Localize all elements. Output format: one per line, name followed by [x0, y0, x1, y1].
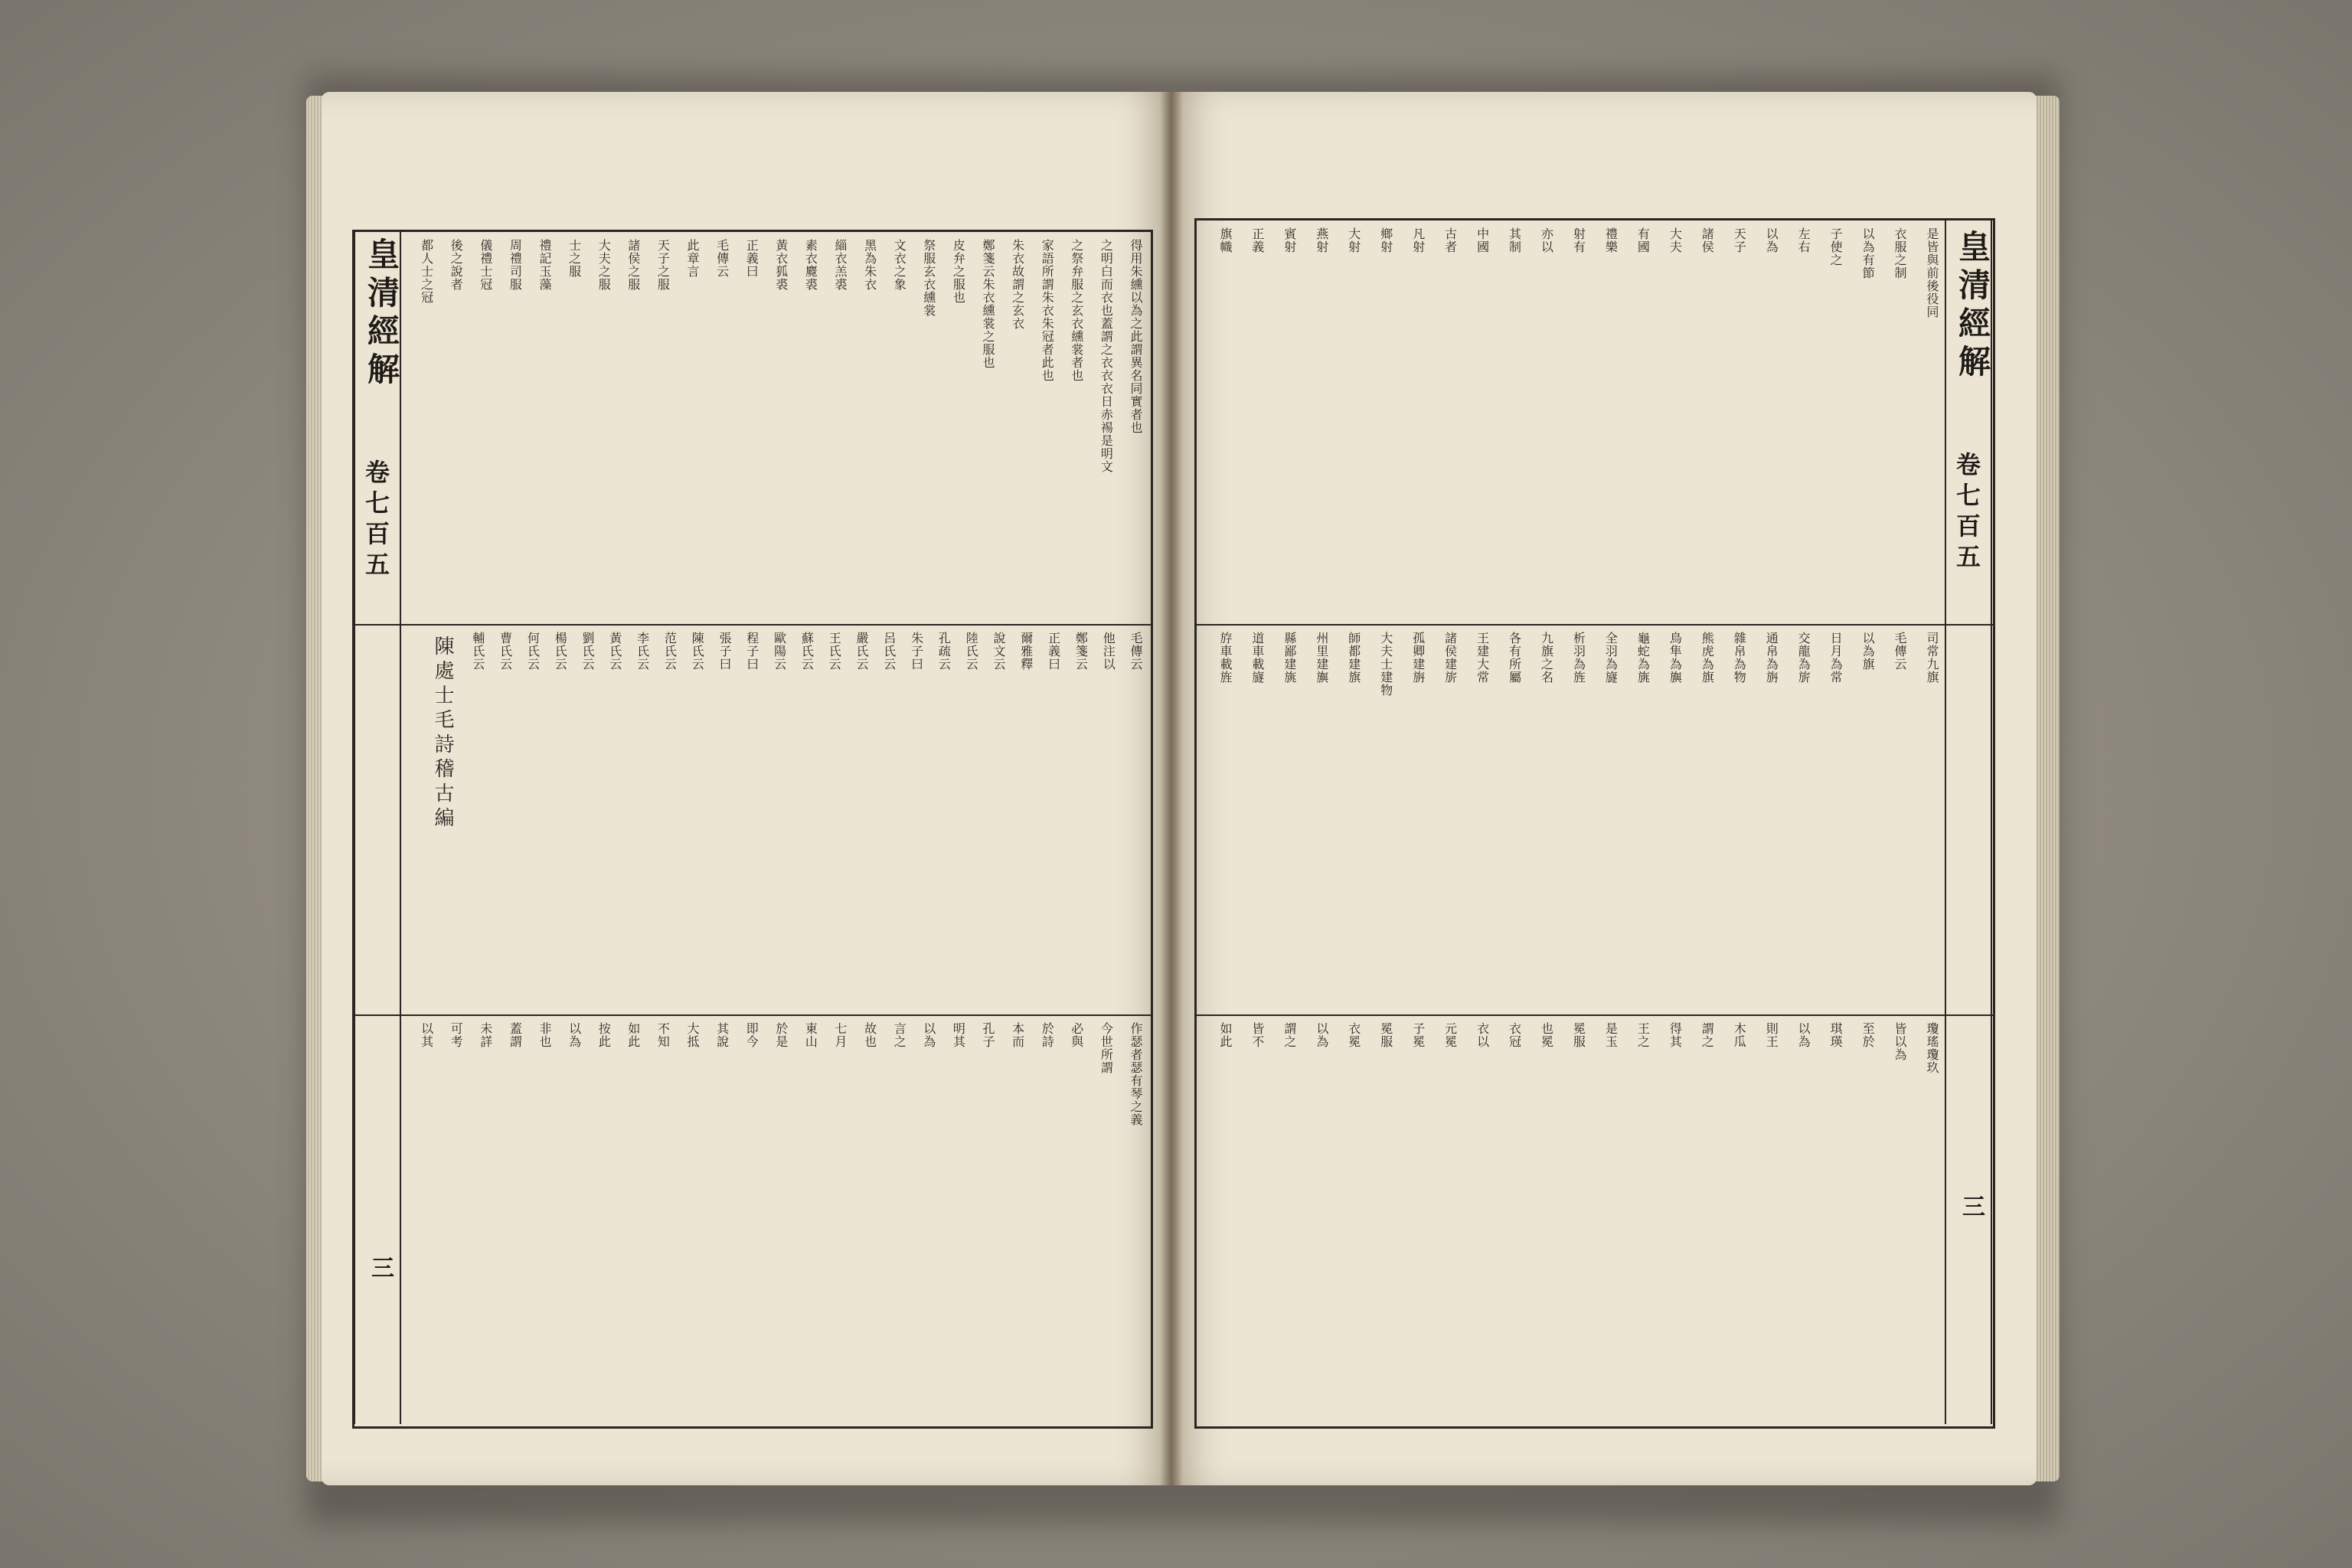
text-column: 衣冠: [1507, 1022, 1522, 1048]
text-column: 亦以: [1539, 227, 1554, 253]
text-column: 九旗之名: [1539, 632, 1554, 684]
text-column: 古者: [1442, 227, 1458, 253]
text-column: 孔子: [980, 1022, 995, 1048]
text-column: 呂氏云: [881, 632, 897, 671]
text-column: 故也: [862, 1022, 877, 1048]
text-column: 說文云: [991, 632, 1006, 671]
text-column: 非也: [537, 1022, 552, 1048]
text-column: 毛傳云: [1893, 632, 1908, 671]
text-column: 黃氏云: [607, 632, 622, 671]
text-column: 子冕: [1410, 1022, 1426, 1048]
text-column: 析羽為旌: [1571, 632, 1586, 684]
text-column: 交龍為旂: [1796, 632, 1811, 684]
text-column: 以為: [921, 1022, 936, 1048]
text-column: 王之: [1635, 1022, 1651, 1048]
text-column: 文衣之象: [892, 239, 907, 291]
text-column: 大射: [1346, 227, 1361, 253]
left-book-title: 皇清經解: [363, 237, 400, 390]
text-column: 中國: [1475, 227, 1490, 253]
text-column: 范氏云: [662, 632, 678, 671]
text-column: 師都建旗: [1346, 632, 1361, 684]
text-column: 射有: [1571, 227, 1586, 253]
text-column: 毛傳云: [1128, 632, 1143, 671]
text-column: 以為: [567, 1022, 582, 1048]
text-column: 皆以為: [1893, 1022, 1908, 1061]
text-column: 鄭箋云: [1073, 632, 1089, 671]
text-column: 後之說者: [449, 239, 464, 291]
text-column: 熊虎為旗: [1700, 632, 1715, 684]
text-column: 可考: [449, 1022, 464, 1048]
text-column: 孔疏云: [936, 632, 952, 671]
text-column: 程子曰: [744, 632, 760, 671]
text-column: 即今: [744, 1022, 760, 1048]
right-rule-lower: [1194, 1014, 1993, 1016]
text-column: 琪瑛: [1828, 1022, 1844, 1048]
text-column: 如此: [626, 1022, 641, 1048]
text-column: 於是: [773, 1022, 789, 1048]
text-column: 禮記玉藻: [537, 239, 552, 291]
text-column: 諸侯之服: [626, 239, 641, 291]
text-column: 陸氏云: [964, 632, 979, 671]
text-column: 鳥隼為旟: [1668, 632, 1683, 684]
text-column: 歐陽云: [772, 632, 787, 671]
text-column: 是玉: [1603, 1022, 1619, 1048]
text-column: 鄭箋云朱衣纁裳之服也: [980, 239, 995, 369]
right-volume-label: 卷七百五: [1952, 452, 1981, 574]
left-rule-lower: [352, 1014, 1151, 1016]
text-column: 州里建旟: [1314, 632, 1329, 684]
text-column: 素衣麑裘: [803, 239, 818, 291]
text-column: 得用朱纁以為之此謂異名同實者也: [1128, 239, 1143, 434]
text-column: 龜蛇為旐: [1635, 632, 1651, 684]
text-column: 冕服: [1571, 1022, 1586, 1048]
text-column: 朱子曰: [909, 632, 924, 671]
text-column: 黑為朱衣: [862, 239, 877, 291]
right-book-title: 皇清經解: [1954, 230, 1991, 383]
text-column: 儀禮士冠: [478, 239, 493, 291]
text-column: 不知: [655, 1022, 671, 1048]
text-column: 他注以: [1101, 632, 1116, 671]
text-column: 衣冕: [1346, 1022, 1361, 1048]
text-column: 鄉射: [1378, 227, 1393, 253]
text-column: 祭服玄衣纁裳: [921, 239, 936, 317]
text-column: 日月為常: [1828, 632, 1844, 684]
text-column: 大夫士建物: [1378, 632, 1393, 697]
text-column: 必與: [1069, 1022, 1084, 1048]
text-column: 朱衣故謂之玄衣: [1010, 239, 1025, 330]
text-column: 言之: [892, 1022, 907, 1048]
text-column: 何氏云: [525, 632, 541, 671]
left-rule-upper: [352, 624, 1151, 626]
text-column: 正義曰: [1046, 632, 1061, 671]
text-column: 謂之: [1282, 1022, 1297, 1048]
text-column: 得其: [1668, 1022, 1683, 1048]
author-line: 陳處士毛詩稽古編: [431, 635, 454, 831]
text-column: 有國: [1635, 227, 1651, 253]
text-column: 之祭弁服之玄衣纁裳者也: [1069, 239, 1084, 382]
text-column: 輔氏云: [470, 632, 485, 671]
text-column: 曹氏云: [498, 632, 513, 671]
text-column: 謂之: [1700, 1022, 1715, 1048]
book-gutter: [1160, 92, 1183, 1485]
text-column: 家語所謂朱衣朱冠者此也: [1040, 239, 1055, 382]
text-column: 皮弁之服也: [951, 239, 966, 304]
text-column: 諸侯: [1700, 227, 1715, 253]
text-column: 諸侯建旂: [1442, 632, 1458, 684]
text-column: 按此: [596, 1022, 612, 1048]
text-column: 正義: [1250, 227, 1265, 253]
left-spine-box: [354, 230, 401, 1424]
left-volume-label: 卷七百五: [361, 459, 390, 582]
text-column: 今世所謂: [1099, 1022, 1114, 1074]
text-column: 東山: [803, 1022, 818, 1048]
text-column: 以為: [1796, 1022, 1811, 1048]
text-column: 以為: [1314, 1022, 1329, 1048]
text-column: 旗幟: [1217, 227, 1233, 253]
text-column: 以為有節: [1860, 227, 1876, 279]
text-column: 黃衣狐裘: [773, 239, 789, 291]
text-column: 天子: [1732, 227, 1747, 253]
text-column: 此章言: [684, 239, 700, 278]
text-column: 大夫之服: [596, 239, 612, 291]
text-column: 都人士之冠: [419, 239, 434, 304]
right-page-number: 三: [1958, 1194, 1984, 1217]
text-column: 士之服: [567, 239, 582, 278]
text-column: 如此: [1217, 1022, 1233, 1048]
text-column: 作瑟者瑟有琴之義: [1128, 1022, 1143, 1126]
text-column: 天子之服: [655, 239, 671, 291]
text-column: 也冕: [1539, 1022, 1554, 1048]
text-column: 陳氏云: [690, 632, 705, 671]
text-column: 子使之: [1828, 227, 1844, 266]
text-column: 爾雅釋: [1018, 632, 1034, 671]
text-column: 其制: [1507, 227, 1522, 253]
text-column: 元冕: [1442, 1022, 1458, 1048]
text-column: 其說: [714, 1022, 730, 1048]
text-column: 木瓜: [1732, 1022, 1747, 1048]
text-column: 於詩: [1040, 1022, 1055, 1048]
text-column: 禮樂: [1603, 227, 1619, 253]
text-column: 皆不: [1250, 1022, 1265, 1048]
text-column: 冕服: [1378, 1022, 1393, 1048]
text-column: 雜帛為物: [1732, 632, 1747, 684]
text-column: 全羽為旞: [1603, 632, 1619, 684]
text-column: 本而: [1010, 1022, 1025, 1048]
text-column: 司常九旗: [1924, 632, 1939, 684]
text-column: 斿車載旌: [1217, 632, 1233, 684]
text-column: 瓊瑤瓊玖: [1924, 1022, 1939, 1074]
text-column: 以為旗: [1860, 632, 1876, 671]
text-column: 王氏云: [827, 632, 842, 671]
left-page-number: 三: [367, 1256, 394, 1279]
text-column: 左右: [1796, 227, 1811, 253]
text-column: 王建大常: [1475, 632, 1490, 684]
text-column: 蘇氏云: [799, 632, 815, 671]
text-column: 衣服之制: [1893, 227, 1908, 279]
text-column: 未詳: [478, 1022, 493, 1048]
text-column: 則王: [1764, 1022, 1779, 1048]
text-column: 通帛為旃: [1764, 632, 1779, 684]
text-column: 道車載旞: [1250, 632, 1265, 684]
text-column: 劉氏云: [580, 632, 595, 671]
text-column: 孤卿建旃: [1410, 632, 1426, 684]
text-column: 衣以: [1475, 1022, 1490, 1048]
text-column: 至於: [1860, 1022, 1876, 1048]
text-column: 正義曰: [744, 239, 760, 278]
text-column: 嚴氏云: [854, 632, 869, 671]
text-column: 七月: [832, 1022, 848, 1048]
text-column: 周禮司服: [508, 239, 523, 291]
text-column: 緇衣羔裘: [832, 239, 848, 291]
text-column: 凡射: [1410, 227, 1426, 253]
text-column: 之明白而衣也蓋謂之衣衣衣日赤裼是明文: [1099, 239, 1114, 473]
text-column: 大夫: [1668, 227, 1683, 253]
right-rule-upper: [1194, 624, 1993, 626]
text-column: 各有所屬: [1507, 632, 1522, 684]
text-column: 以為: [1764, 227, 1779, 253]
text-column: 蓋謂: [508, 1022, 523, 1048]
text-column: 明其: [951, 1022, 966, 1048]
text-column: 賓射: [1282, 227, 1297, 253]
text-column: 是皆與前後役同: [1924, 227, 1939, 318]
right-spine-box: [1945, 218, 1992, 1424]
text-column: 毛傳云: [714, 239, 730, 278]
text-column: 燕射: [1314, 227, 1329, 253]
text-column: 大抵: [684, 1022, 700, 1048]
text-column: 張子曰: [717, 632, 732, 671]
text-column: 縣鄙建旐: [1282, 632, 1297, 684]
text-column: 楊氏云: [553, 632, 568, 671]
text-column: 李氏云: [635, 632, 650, 671]
text-column: 以其: [419, 1022, 434, 1048]
